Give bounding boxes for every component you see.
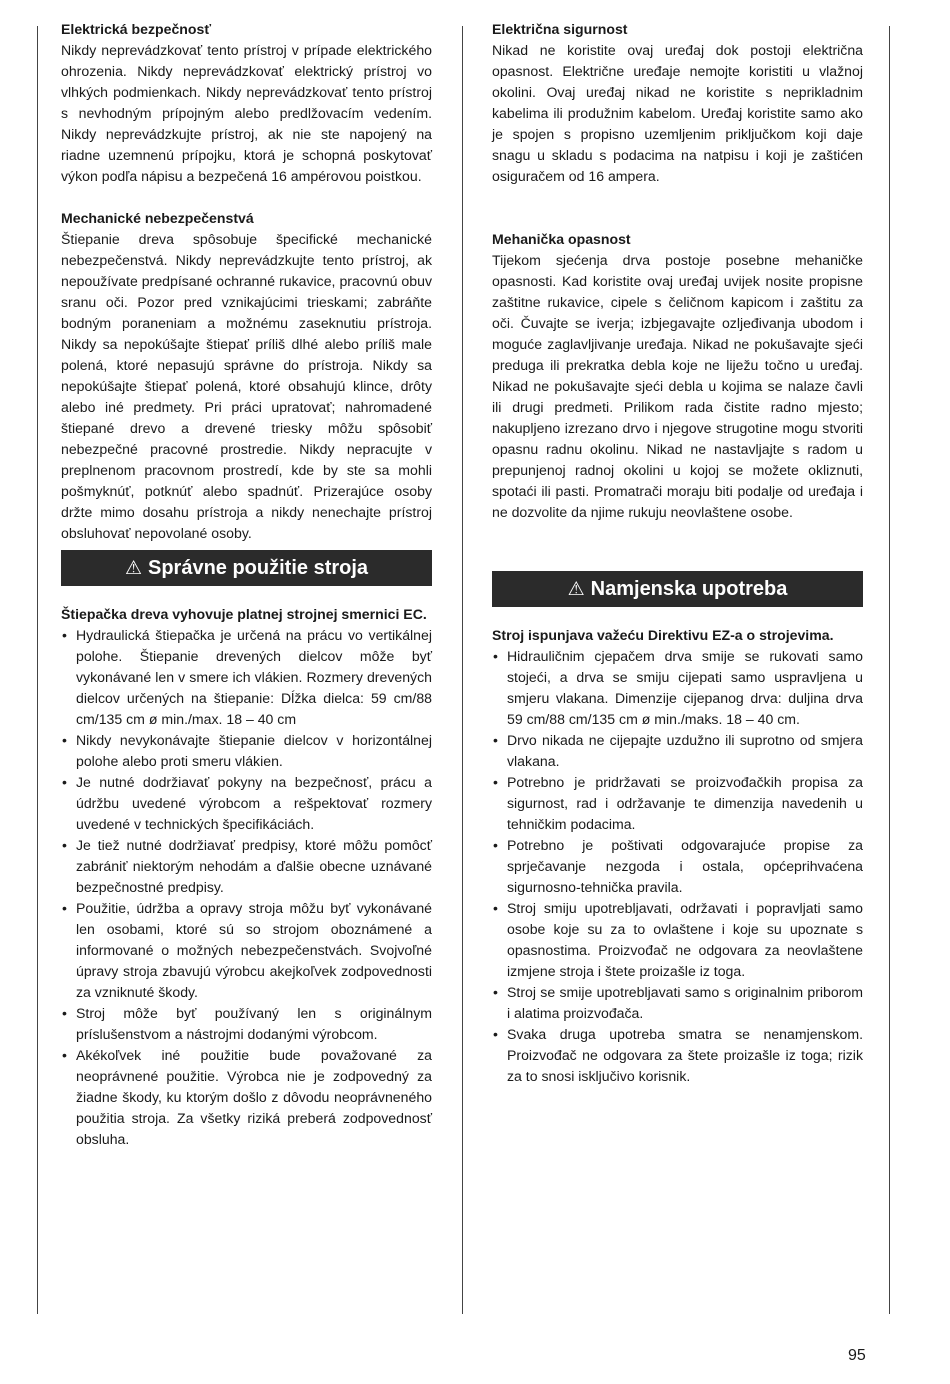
- list-item: • Potrebno je poštivati odgovarajuće propise za sprječavanje nezgoda i ostala, općeprihvaćena sigurnosno-tehnička pravila.: [492, 835, 863, 898]
- list-item: • Hidrauličnim cjepačem drva smije se rukovati samo stojeći, a drva se smiju cijepati samo uspravljena u smjeru vlakana. Dimenzije cijepanog drva: duljina drva 59 cm/88 cm/135 cm ø min./maks. 18 – 40 cm.: [492, 646, 863, 730]
- list-item: • Stroj môže byť používaný len s originálnym príslušenstvom a nástrojmi dodanými výrobcom.: [61, 1003, 432, 1045]
- mechanical-hazards-heading: Mehanička opasnost: [492, 231, 631, 247]
- list-item: • Stroj se smije upotrebljavati samo s originalnim priborom i alatima proizvođača.: [492, 982, 863, 1024]
- center-column-rule: [462, 26, 463, 1314]
- directive-lead: Štiepačka dreva vyhovuje platnej strojnej smernici EC.: [61, 606, 427, 622]
- mechanical-hazards-text: Štiepanie dreva spôsobuje špecifické mechanické nebezpečenstvá. Nikdy neprevádzkujte tento prístroj, ak nepoužívate predpísané ochranné rukavice, pracovnú obuv sranu oči. Pozor pred vznikajúcimi trieskami; zabráňte bodným poraneniam a možnému zaseknutiu prístroja. Nikdy sa nepokúšajte štiepať príliš dlhé alebo príliš male polená, ktoré nepasujú správne do prístroja. Nikdy sa nepokúšajte štiepať polená, ktoré obsahujú klince, drôty alebo iné predmety. Pri práci upratovať; nahromadené štiepané drevo a drevené triesky môžu spôsobiť nebezpečné pracovné prostredie. Nikdy nepracujte v preplnenom pracovnom prostredí, kde by ste sa mohli pošmyknúť, potknúť alebo spadnúť. Prizerajúce osoby držte mimo dosahu prístroja a nikdy nenechajte prístroj obsluhovať nepovolané osoby.: [61, 231, 432, 541]
- mechanical-hazards-text: Tijekom sjećenja drva postoje posebne mehaničke opasnosti. Kad koristite ovaj uređaj uvijek nosite propisne zaštitne rukavice, cipele s čeličnom kapicom i zaštitu za oči. Čuvajte se iverja; izbjegavajte ozljeđivanja ubodom i moguće zaglavljivanje uređaja. Nikad ne pokušavajte sjeći preduga ili prekratka debla koje ne liježu točno u uređaj. Nikad ne pokušavajte sjeći debla u kojima se nalaze čavli ili drugi predmeti. Prilikom rada čistite radno mjesto; nakupljeno izrezano drvo i njegove strugotine mogu stvoriti opasnu radnu okolinu. Nikad ne nastavljajte s radom u prepunjenoj radnoj okolini u kojoj se možete okliznuti, spotaći ili pasti. Promatrači moraju biti podalje od uređaja i ne dozvolite da njime rukuju neovlaštene osobe.: [492, 252, 863, 520]
- electrical-safety-heading: Elektrická bezpečnosť: [61, 21, 212, 37]
- warning-triangle-icon: ⚠: [567, 579, 585, 600]
- list-item: • Stroj smiju upotrebljavati, održavati i popravljati samo osobe koje su za to ovlaštene i koje su upoznate s opasnostima. Proizvođač ne odgovara za neovlaštene izmjene stroja i štete proizašle iz toga.: [492, 898, 863, 982]
- intended-use-title: Namjenska upotreba: [590, 578, 788, 600]
- list-item: • Je nutné dodržiavať pokyny na bezpečnosť, prácu a údržbu uvedené výrobcom a rešpektovať rozmery uvedené v technických špecifikáciách.: [61, 772, 432, 835]
- intended-use-list: [492, 646, 863, 1087]
- right-column: [492, 19, 863, 1087]
- list-item: • Svaka druga upotreba smatra se nenamjenskom. Proizvođač ne odgovara za štete proizašle iz toga; rizik za to snosi isključivo korisnik.: [492, 1024, 863, 1087]
- intended-use-heading-bar: [492, 571, 863, 607]
- list-item: • Akékoľvek iné použitie bude považované za neoprávnené použitie. Výrobca nie je zodpovedný za žiadne škody, ku ktorým došlo z dôvodu neoprávneného použitia stroja. Za všetky riziká preberá zodpovednosť obsluha.: [61, 1045, 432, 1150]
- electrical-safety-text: Nikad ne koristite ovaj uređaj dok postoji električna opasnost. Električne uređaje nemojte koristiti u vlažnoj okolini. Ovaj uređaj nikad ne koristite s neprikladnim kabelima ili produžnim kabelom. Uređaj koristite samo ako je spojen s propisno uzemljenim priključkom koji daje snagu u skladu s podacima na natpisu i koji je zaštićen osiguračem od 16 ampera.: [492, 42, 863, 184]
- electrical-safety-text: Nikdy neprevádzkovať tento prístroj v prípade elektrického ohrozenia. Nikdy neprevádzkovať elektrický prístroj vo vlhkých podmienkach. Nikdy neprevádzkovať tento prístroj s nevhodným prípojným alebo predlžovacím vedením. Nikdy neprevádzkujte prístroj, ak nie ste napojený na riadne uzemnenú prípojku, ktorá je schopná poskytovať výkon podľa nápisu a bezpečená 16 ampérovou poistkou.: [61, 42, 432, 184]
- left-margin-rule: [37, 26, 38, 1314]
- right-margin-rule: [889, 26, 890, 1314]
- list-item: • Je tiež nutné dodržiavať predpisy, ktoré môžu pomôcť zabrániť niektorým nehodám a ďalšie obecne uznávané bezpečnostné predpisy.: [61, 835, 432, 898]
- mechanical-hazards-heading: Mechanické nebezpečenstvá: [61, 210, 254, 226]
- intended-use-title: Správne použitie stroja: [147, 557, 369, 579]
- list-item: • Hydraulická štiepačka je určená na prácu vo vertikálnej polohe. Štiepanie drevených dielcov môže byť vykonávané len v smere ich vlákien. Rozmery drevených dielcov určených na štiepanie: Dĺžka dielca: 59 cm/88 cm/135 cm ø min./max. 18 – 40 cm: [61, 625, 432, 730]
- intended-use-heading-bar: [61, 550, 432, 586]
- list-item: • Potrebno je pridržavati se proizvođačkih propisa za sigurnost, rad i održavanje te dimenzija navedenih u tehničkim podacima.: [492, 772, 863, 835]
- directive-lead: Stroj ispunjava važeću Direktivu EZ-a o strojevima.: [492, 627, 834, 643]
- warning-triangle-icon: ⚠: [124, 558, 142, 579]
- left-column: [61, 19, 432, 1150]
- list-item: • Použitie, údržba a opravy stroja môžu byť vykonávané len osobami, ktoré sú so strojom oboznámené a informované o možných nebezpečenstvách. Svojvoľné úpravy stroja zbavujú výrobcu akejkoľvek zodpovednosti za vzniknuté škody.: [61, 898, 432, 1003]
- page-number: 95: [848, 1347, 866, 1364]
- list-item: • Drvo nikada ne cijepajte uzdužno ili suprotno od smjera vlakana.: [492, 730, 863, 772]
- list-item: • Nikdy nevykonávajte štiepanie dielcov v horizontálnej polohe alebo proti smeru vlákien.: [61, 730, 432, 772]
- electrical-safety-heading: Električna sigurnost: [492, 21, 628, 37]
- intended-use-list: [61, 625, 432, 1150]
